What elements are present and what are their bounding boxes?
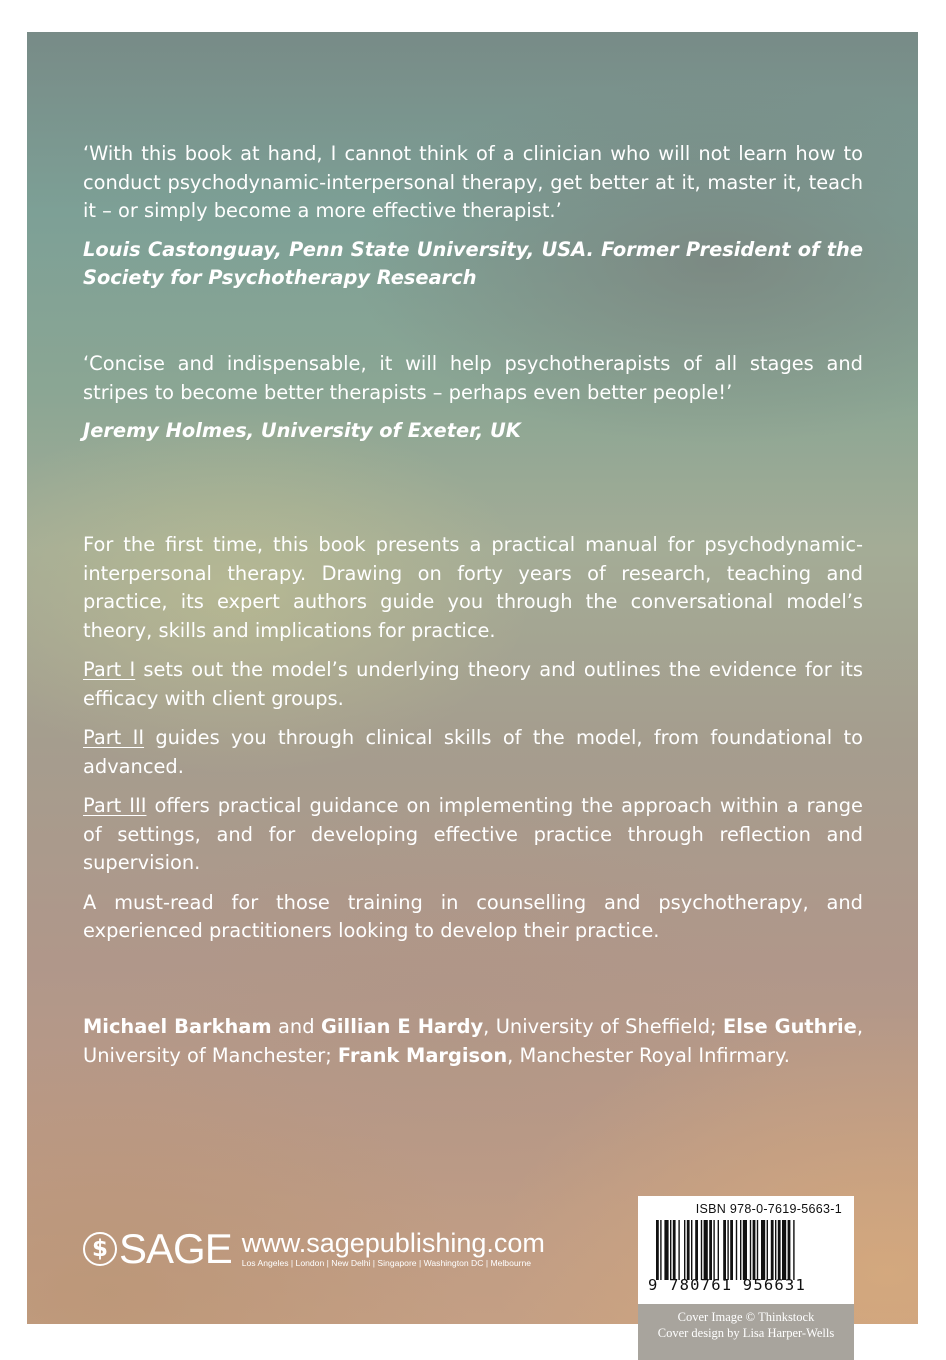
part-2-text: guides you through clinical skills of the model, from foundational to advanced.	[83, 726, 863, 778]
description-closing: A must-read for those training in counselling and psychotherapy, and experienced practitioners looking to develop their practice.	[83, 890, 863, 942]
author-name: Else Guthrie	[723, 1015, 857, 1038]
barcode-bar	[778, 1220, 781, 1280]
cover-image-credit: Cover Image © Thinkstock	[677, 1310, 815, 1324]
part-1-text: sets out the model’s underlying theory and outlines the evidence for its efficacy with client groups.	[83, 658, 863, 710]
barcode-bar	[718, 1220, 719, 1280]
barcode-digits: 9 780761 956631	[648, 1276, 806, 1294]
barcode-bar	[673, 1220, 676, 1280]
barcode-bar	[757, 1220, 758, 1280]
barcode-bar	[782, 1220, 786, 1280]
barcode-bar	[771, 1220, 774, 1280]
barcode-bar	[750, 1220, 751, 1280]
description-intro: For the first time, this book presents a practical manual for psychodynamic-interpersonal therapy. Drawing on forty years of research, teaching and practice, its expert authors guide you through the conversational model’s theory, skills and implications for practice.	[83, 533, 863, 642]
barcode-bar	[709, 1220, 712, 1280]
barcode-bar	[704, 1220, 708, 1280]
barcode-bar	[730, 1220, 733, 1280]
barcode-bar	[753, 1220, 756, 1280]
author-affiliation: , Manchester Royal Infirmary.	[507, 1043, 790, 1067]
part-3-text: offers practical guidance on implementing the approach within a range of settings, and for developing effective practice through reflection and supervision.	[83, 794, 863, 874]
barcode-bar	[767, 1220, 768, 1280]
author-affiliation: , University of Manchester;	[83, 1015, 863, 1067]
sage-wordmark: SAGE	[119, 1225, 232, 1272]
barcode-bar	[701, 1220, 702, 1280]
author-name: Michael Barkham	[83, 1015, 272, 1038]
barcode-bar	[743, 1220, 747, 1280]
cover-credits	[638, 1304, 854, 1360]
quote-attribution: Jeremy Holmes, University of Exeter, UK	[83, 419, 521, 442]
publisher-cities: Los Angeles | London | New Delhi | Singapore | Washington DC | Melbourne	[241, 1258, 532, 1268]
barcode-bar	[660, 1220, 661, 1280]
quote-text: ‘With this book at hand, I cannot think of a clinician who will not learn how to conduct psychodynamic-interpersonal therapy, get better at it, master it, teach it – or simply become a more effective therapist.’	[83, 142, 863, 222]
part-3-paragraph	[83, 792, 863, 878]
barcode-bar	[695, 1220, 698, 1280]
barcode-panel	[638, 1196, 854, 1304]
endorsement-quote-2	[83, 350, 863, 446]
quote-text: ‘Concise and indispensable, it will help psychotherapists of all stages and stripes to become better therapists – perhaps even better people!’	[83, 352, 863, 404]
publisher-logo	[83, 1226, 545, 1272]
author-joiner: and	[271, 1015, 321, 1038]
barcode-bar	[788, 1220, 791, 1280]
barcode-bar	[678, 1220, 679, 1280]
quote-attribution: Louis Castonguay, Penn State University, USA. Former President of the Society for Psychotherapy Research	[83, 237, 863, 289]
barcode-bar	[684, 1220, 685, 1280]
barcode-bar	[691, 1220, 692, 1280]
part-1-paragraph	[83, 656, 863, 713]
barcode-bar	[793, 1220, 794, 1280]
author-name: Frank Margison	[337, 1043, 508, 1067]
sage-s-icon: $	[83, 1232, 117, 1266]
barcode-bar	[687, 1220, 690, 1280]
part-1-label: Part I	[83, 658, 136, 681]
barcode-bar	[713, 1220, 714, 1280]
cover-design-credit: Cover design by Lisa Harper-Wells	[657, 1326, 835, 1340]
back-cover	[27, 32, 918, 1340]
barcode-bar	[656, 1220, 659, 1280]
book-description	[83, 531, 863, 946]
part-2-paragraph	[83, 724, 863, 781]
endorsement-quote-1	[83, 140, 863, 293]
barcode-bar	[740, 1220, 741, 1280]
barcode-bar	[727, 1220, 728, 1280]
publisher-info	[242, 1229, 545, 1269]
barcode-icon	[648, 1220, 844, 1280]
barcode-bar	[736, 1220, 737, 1280]
author-affiliation: , University of Sheffield;	[483, 1015, 724, 1038]
barcode-bar	[670, 1220, 671, 1280]
author-name: Gillian E Hardy	[320, 1015, 484, 1038]
part-3-label: Part III	[83, 794, 147, 817]
part-2-label: Part II	[83, 726, 145, 749]
authors-block	[83, 1013, 863, 1070]
barcode-bar	[775, 1220, 776, 1280]
barcode-bar	[761, 1220, 765, 1280]
isbn-label: ISBN 978-0-7619-5663-1	[695, 1202, 842, 1216]
barcode-bar	[723, 1220, 726, 1280]
publisher-url[interactable]: www.sagepublishing.com	[241, 1228, 545, 1258]
barcode-bar	[664, 1220, 668, 1280]
